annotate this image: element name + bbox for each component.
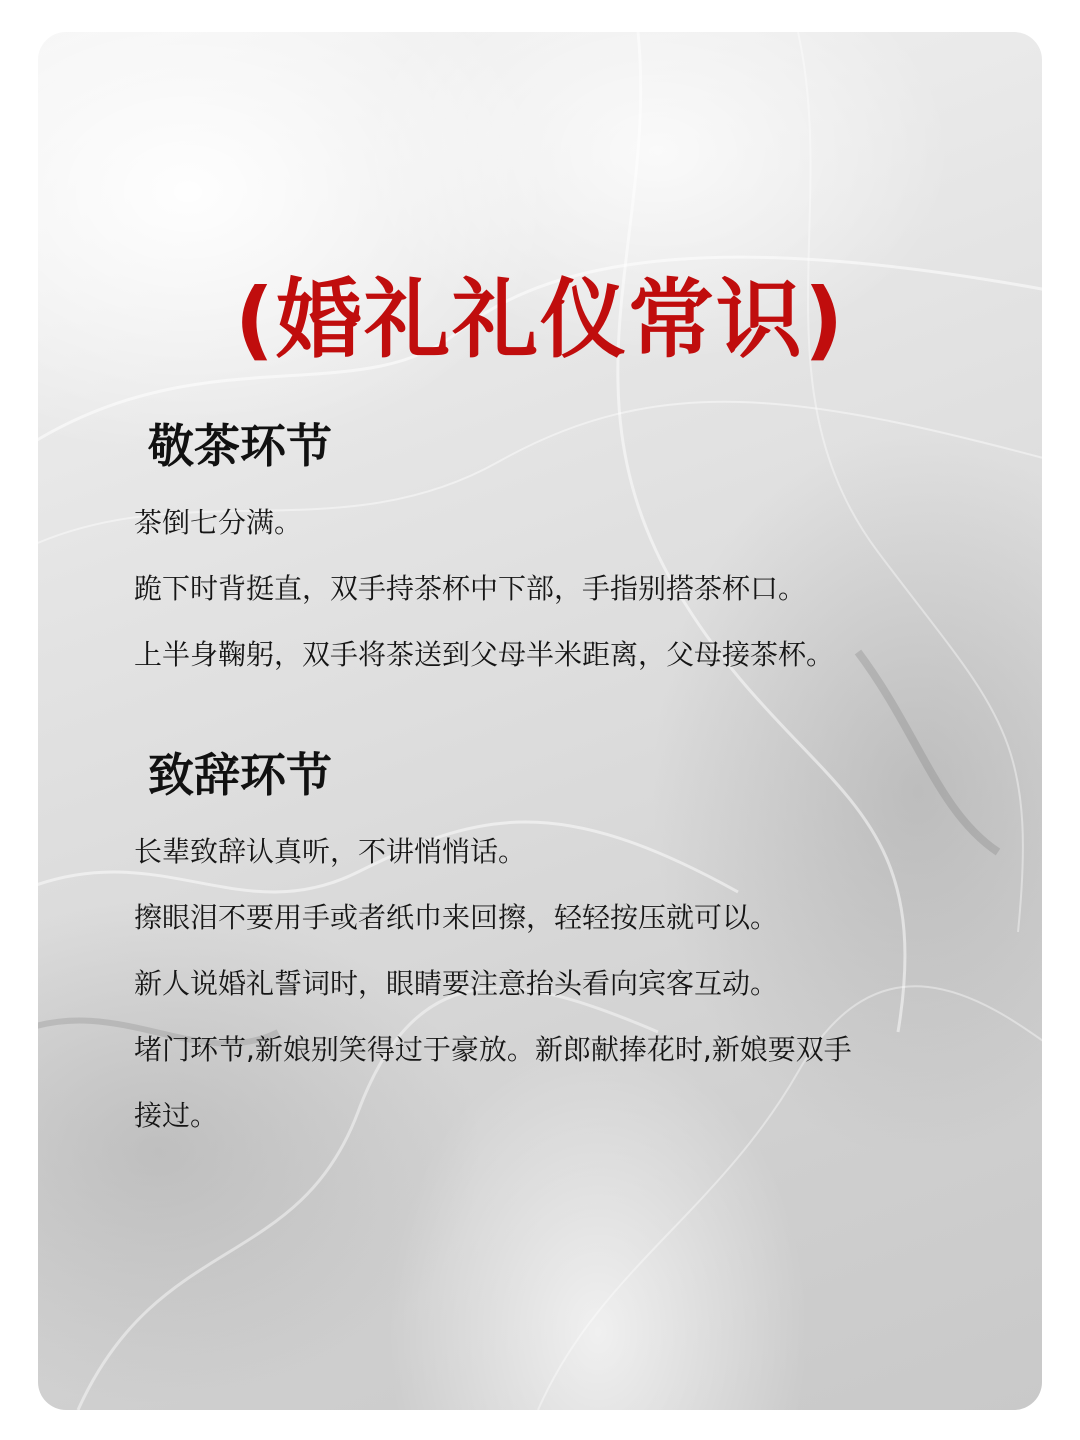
tip-line: 长辈致辞认真听，不讲悄悄话。 [134,835,527,868]
page-title: (婚礼礼仪常识) [234,270,846,370]
section-heading: 致辞环节 [148,748,332,802]
tip-line: 茶倒七分满。 [134,506,303,539]
tip-line: 堵门环节,新娘别笑得过于豪放。新郎献捧花时,新娘要双手 [134,1033,852,1066]
content-card [38,32,1042,1410]
tip-line: 擦眼泪不要用手或者纸巾来回擦，轻轻按压就可以。 [134,901,779,934]
tip-line: 上半身鞠躬，双手将茶送到父母半米距离，父母接茶杯。 [134,638,835,671]
tea-ceremony-section [134,416,994,688]
tip-line: 新人说婚礼誓词时，眼睛要注意抬头看向宾客互动。 [134,967,779,1000]
tip-line: 跪下时背挺直，双手持茶杯中下部，手指别搭茶杯口。 [134,572,807,605]
section-heading: 敬茶环节 [148,419,332,473]
tip-line: 接过。 [134,1099,219,1132]
white-fabric-background [38,32,1042,1410]
speech-section [134,745,994,1149]
